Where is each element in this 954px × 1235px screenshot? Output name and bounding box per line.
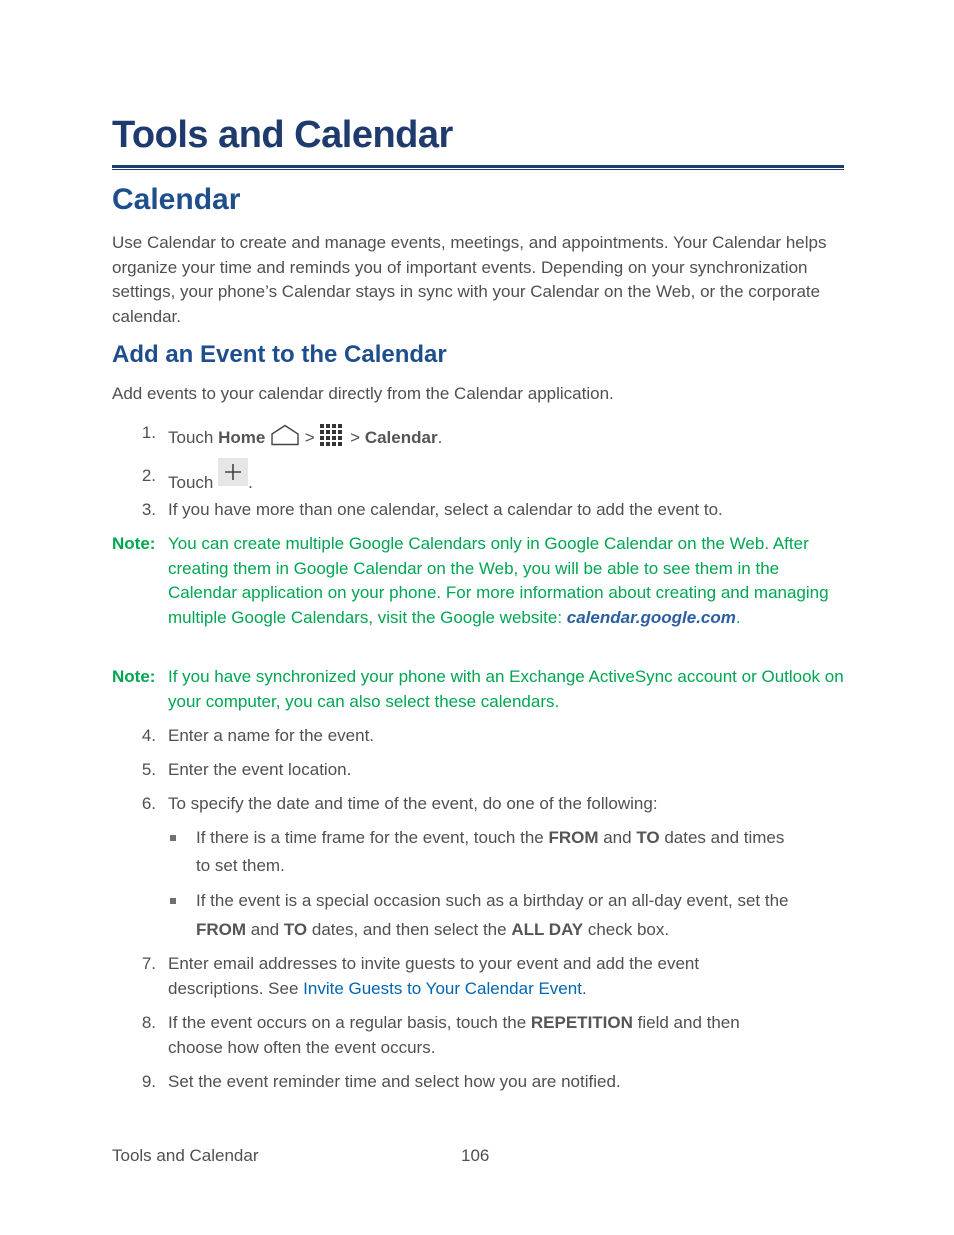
step-9: Set the event reminder time and select how you are notified. bbox=[168, 1072, 621, 1091]
step-number: 8. bbox=[141, 1013, 156, 1032]
bullet-1-line-2: to set them. bbox=[196, 856, 285, 875]
footer-chapter: Tools and Calendar bbox=[112, 1146, 259, 1165]
step-7-line-1: Enter email addresses to invite guests to your event and add the event bbox=[168, 954, 700, 973]
step-8-line-2: choose how often the event occurs. bbox=[168, 1038, 436, 1057]
subsection-heading: Add an Event to the Calendar bbox=[112, 341, 447, 368]
google-calendar-link[interactable]: calendar.google.com bbox=[566, 608, 736, 628]
section-intro: Use Calendar to create and manage events, meetings, and appointments. Your Calendar helps organize your time and reminds you of important events. Depending on your synchronization settings, your phone’s Calendar stays in sync with your Calendar on the Web, or the corporate calendar. bbox=[112, 233, 827, 327]
bullet-1-line-1: If there is a time frame for the event, touch the FROM and TO dates and times bbox=[196, 828, 785, 847]
step-8-line-1: If the event occurs on a regular basis, touch the REPETITION field and then bbox=[168, 1013, 740, 1032]
title-rule-thin bbox=[112, 169, 844, 170]
invite-guests-link[interactable]: Invite Guests to Your Calendar Event bbox=[303, 979, 582, 998]
bullet-marker bbox=[170, 898, 176, 904]
note-2: If you have synchronized your phone with an Exchange ActiveSync account or Outlook on your computer, you can also select these calendars. bbox=[168, 667, 844, 711]
note-label: Note: bbox=[112, 667, 156, 686]
step-number: 9. bbox=[141, 1072, 156, 1091]
step-number: 5. bbox=[141, 760, 156, 779]
step-6: To specify the date and time of the event, do one of the following: bbox=[168, 794, 658, 813]
home-label: Home bbox=[218, 428, 266, 447]
step-7-line-2: descriptions. See Invite Guests to Your Calendar Event. bbox=[168, 979, 587, 998]
step-number: 4. bbox=[141, 726, 156, 745]
footer-page-number: 106 bbox=[461, 1146, 490, 1165]
step-number: 7. bbox=[141, 954, 156, 973]
calendar-label: Calendar bbox=[364, 428, 438, 447]
step-4: Enter a name for the event. bbox=[168, 726, 375, 745]
step-text: Touch bbox=[168, 428, 219, 447]
title-rule-thick bbox=[112, 165, 844, 168]
page-title: Tools and Calendar bbox=[112, 114, 453, 156]
note-1: You can create multiple Google Calendars only in Google Calendar on the Web. After creating them in Google Calendar on the Web, you will be able to see them in the Calendar application on your phone. For more information about creating and managing multiple Google Calendars, visit the Google website: calendar.google.com. bbox=[168, 534, 829, 628]
step-number: 3. bbox=[141, 500, 156, 519]
separator: > bbox=[300, 428, 320, 447]
bullet-2-line-1: If the event is a special occasion such as a birthday or an all-day event, set the bbox=[196, 891, 789, 910]
note-label: Note: bbox=[112, 534, 156, 553]
step-number: 2. bbox=[141, 466, 156, 485]
step-1: Touch Home > > Calendar. bbox=[168, 422, 442, 451]
separator: > bbox=[345, 428, 365, 447]
step-5: Enter the event location. bbox=[168, 760, 352, 779]
apps-grid-icon bbox=[319, 422, 345, 451]
step-number: 6. bbox=[141, 794, 156, 813]
bullet-marker bbox=[170, 835, 176, 841]
step-3: If you have more than one calendar, select a calendar to add the event to. bbox=[168, 500, 723, 519]
plus-icon bbox=[218, 458, 248, 486]
home-icon bbox=[270, 424, 300, 451]
step-text: Touch bbox=[168, 473, 219, 492]
bullet-2-line-2: FROM and TO dates, and then select the ALL DAY check box. bbox=[196, 920, 670, 939]
subsection-intro: Add events to your calendar directly from the Calendar application. bbox=[112, 384, 614, 403]
step-number: 1. bbox=[141, 423, 156, 442]
step-2: Touch . bbox=[168, 458, 253, 493]
section-heading: Calendar bbox=[112, 183, 241, 216]
